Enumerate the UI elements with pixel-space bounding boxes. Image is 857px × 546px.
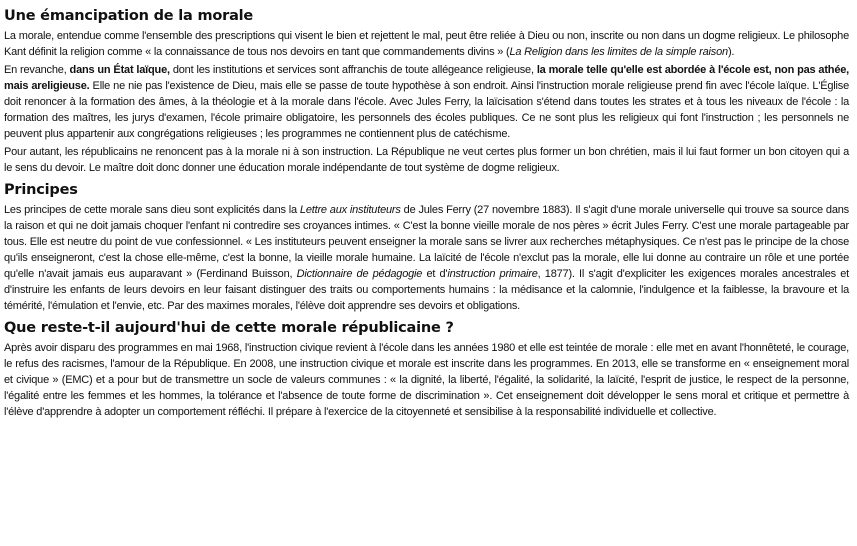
page-title: Une émancipation de la morale	[4, 8, 254, 24]
intro-paragraph-3: Pour autant, les républicains ne renoncent pas à la morale ni à son instruction. La République ne veut certes plus former un bon chrétien, mais il lui faut former un bon citoyen qui a le sens du devoir. Le maître doit donc donner une éducation morale indépendante de tout système de dogme religieux.	[4, 146, 849, 174]
intro-text: En revanche,	[4, 64, 70, 76]
intro-text: ).	[727, 46, 735, 58]
body-text: et d'	[422, 268, 448, 280]
intro-paragraph-1	[4, 28, 849, 60]
citation-title: instruction primaire	[447, 268, 538, 280]
body-text: , 1877). Il s'agit d'expliciter les exigences morales ancestrales et d'instruire les enfants de leurs devoirs en leur faisant distinguer des traits ou comportements humains : la médisance et la calomnie, l'indulgence et la faiblesse, la bravoure et la témérité, l'émulation et l'envie, etc. Par des maximes morales, l'élève doit apprendre ses devoirs et obligations.	[4, 268, 849, 312]
intro-text: dont les institutions et services sont affranchis de toute allégeance religieuse,	[169, 64, 537, 76]
citation-title: La Religion dans les limites de la simple raison	[509, 46, 728, 58]
reste-paragraph: Après avoir disparu des programmes en mai 1968, l'instruction civique revient à l'école dans les années 1980 et elle est teintée de morale : elle met en avant l'honnêteté, le courage, le refus des racismes, l'amour de la République. En 2008, une instruction civique et morale est inscrite dans les programmes. En 2013, elle se transforme en « enseignement moral et civique » (EMC) et a pour but de transmettre un socle de valeurs communes : « la dignité, la liberté, l'égalité, la solidarité, la laïcité, l'esprit de justice, le respect de la personne, l'égalité entre les femmes et les hommes, la tolérance et l'absence de toute forme de discrimination ». Cet enseignement doit développer le sens moral et critique et permettre à l'élève d'apprendre à adopter un comportement réfléchi. Il prépare à l'exercice de la citoyenneté et sensibilise à la responsabilité individuelle et collective.	[4, 342, 849, 418]
section-heading-principes: Principes	[4, 182, 78, 198]
emphasis-text: la morale telle qu'elle est abordée à l'école est, non pas athée, mais areligieuse.	[4, 64, 850, 92]
intro-paragraph-2	[4, 62, 849, 142]
section-heading-reste: Que reste-t-il aujourd'hui de cette morale républicaine ?	[4, 320, 454, 336]
intro-text: Elle ne nie pas l'existence de Dieu, mais elle se passe de toute hypothèse à son endroit. Ainsi l'instruction morale religieuse prend fin avec l'école laïque. L'Église doit renoncer à la formation des âmes, à la théologie et à la morale dans l'école. Avec Jules Ferry, la laïcisation s'étend dans toutes les strates et à tous les niveaux de l'école : la formation des maîtres, les jurys d'examen, l'école primaire obligatoire, les personnels des écoles publiques. Ce ne sont plus les religieux qui font l'instruction ; les personnels ne peuvent plus appartenir aux congrégations religieuses ; les programmes ne contiennent plus de catéchisme.	[4, 80, 849, 140]
citation-title: Lettre aux instituteurs	[299, 204, 401, 216]
citation-title: Dictionnaire de pédagogie	[296, 268, 423, 280]
body-text: Les principes de cette morale sans dieu sont explicités dans la	[4, 204, 300, 216]
intro-text: La morale, entendue comme l'ensemble des prescriptions qui visent le bien et rejettent le mal, peut être reliée à Dieu ou non, inscrite ou non dans un dogme religieux. Le philosophe Kant définit la religion comme « la connaissance de tous nos devoirs en tant que commandements divins » (	[4, 30, 849, 58]
principes-paragraph	[4, 202, 849, 314]
emphasis-text: dans un État laïque,	[69, 64, 170, 76]
body-text: de Jules Ferry (27 novembre 1883). Il s'agit d'une morale universelle qui trouve sa source dans la raison et qui ne doit jamais choquer l'enfant ni contredire ses croyances intimes. « C'est la bonne vieille morale de nos pères » écrit Jules Ferry. C'est une morale partageable par tous. Elle est neutre du point de vue confessionnel. « Les instituteurs peuvent enseigner la morale sans se livrer aux recherches métaphysiques. Ce n'est pas le principe de la chose qu'ils enseigneront, c'est la chose elle-même, c'est la bonne, la vieille morale humaine. La laïcité de l'école n'exclut pas la morale, elle lui donne au contraire un rôle et une portée qu'elle n'avait jamais eus auparavant » (Ferdinand Buisson,	[4, 204, 849, 280]
